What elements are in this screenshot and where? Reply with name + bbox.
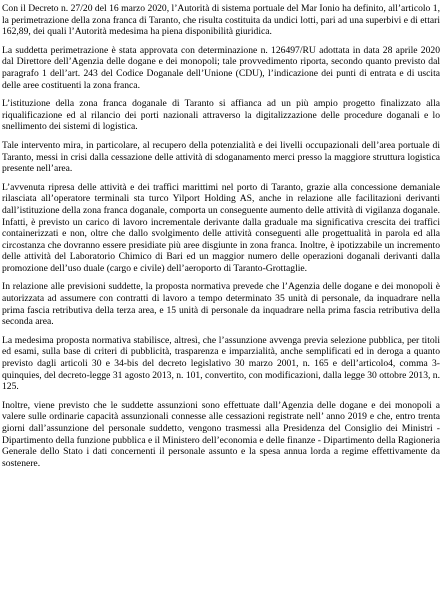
paragraph-approval-determination: La suddetta perimetrazione è stata approvata con determinazione n. 126497/RU adottata in data 28 aprile 2020 dal Direttore dell’Agenzia delle dogane e dei monopoli; tale provvedimento riporta, secondo quanto previsto dal paragrafo 1 dell’art. 243 del Codice Doganale dell’Unione (CDU), l’indicazione dei punti di entrata e di uscita delle aree costituenti la zona franca.: [2, 44, 440, 91]
paragraph-intervention-goal: Tale intervento mira, in particolare, al recupero della potenzialità e dei livelli occupazionali dell’area portuale di Taranto, messi in crisi dalla cessazione delle attività di sdoganamento merci presso la maggiore struttura logistica presente nell’area.: [2, 139, 440, 175]
paragraph-free-zone-project: L’istituzione della zona franca doganale di Taranto si affianca ad un più ampio progetto finalizzato alla riqualificazione ed al rilancio dei porti nazionali attraverso la digitalizzazione delle procedure doganali e lo snellimento dei sistemi di logistica.: [2, 98, 440, 133]
paragraph-port-activity-increase: L’avvenuta ripresa delle attività e dei traffici marittimi nel porto di Taranto, grazie alla concessione demaniale rilasciata all’operatore terminali sta turco Yilport Holding AS, anche in relazione alle facilitazioni derivanti dall’istituzione della zona franca doganale, comporta un conseguente aumento delle attività di vigilanza doganale. Infatti, è previsto un carico di lavoro incrementale derivante dalla graduale ma significativa crescita dei traffici containerizzati e non, oltre che dallo svolgimento delle attività conseguenti alle progettualità in parola ed alla circostanza che dovranno essere presidiate più aree disgiunte in zona franca. Inoltre, è ipotizzabile un incremento delle attività del Laboratorio Chimico di Bari ed un maggior numero delle operazioni doganali derivanti dalla promozione dell’uso duale (cargo e civile) dell’aeroporto di Taranto-Grottaglie.: [2, 181, 440, 274]
paragraph-hiring-funding: Inoltre, viene previsto che le suddette assunzioni sono effettuate dall’Agenzia delle dogane e dei monopoli a valere sulle ordinarie capacità assunzionali connesse alle cessazioni registrate nell’ anno 2019 e che, entro trenta giorni dall’assunzione del personale suddetto, vengono trasmessi alla Presidenza del Consiglio dei Ministri - Dipartimento della funzione pubblica e il Ministero dell’economia e delle finanze - Dipartimento della Ragioneria Generale dello Stato i dati concernenti il personale assunto e la spesa annua lorda a regime effettivamente da sostenere.: [2, 399, 440, 469]
paragraph-decree-perimeter: Con il Decreto n. 27/20 del 16 marzo 2020, l’Autorità di sistema portuale del Mar Ionio ha definito, all’articolo 1, la perimetrazione della zona franca di Taranto, che risulta costituita da undici lotti, pari ad una superbivi e di ettari 162,89, dei quali l’Autorità medesima ha piena disponibilità giuridica.: [2, 3, 440, 38]
paragraph-hiring-proposal: In relazione alle previsioni suddette, la proposta normativa prevede che l’Agenzia delle dogane e dei monopoli è autorizzata ad assumere con contratti di lavoro a tempo determinato 35 unità di personale, da inquadrare nella prima fascia retributiva della terza area, e 15 unità di personale da inquadrare nella prima fascia retributiva della seconda area.: [2, 281, 440, 328]
paragraph-public-selection: La medesima proposta normativa stabilisce, altresì, che l’assunzione avvenga previa selezione pubblica, per titoli ed esami, sulla base di criteri di pubblicità, trasparenza e imparzialità, anche semplificati ed in deroga a quanto previsto dagli articoli 30 e 34-bis del decreto legislativo 30 marzo 2001, n. 165 e dell’articolo4, comma 3-quinquies, del decreto-legge 31 agosto 2013, n. 101, convertito, con modificazioni, dalla legge 30 ottobre 2013, n. 125.: [2, 334, 441, 393]
